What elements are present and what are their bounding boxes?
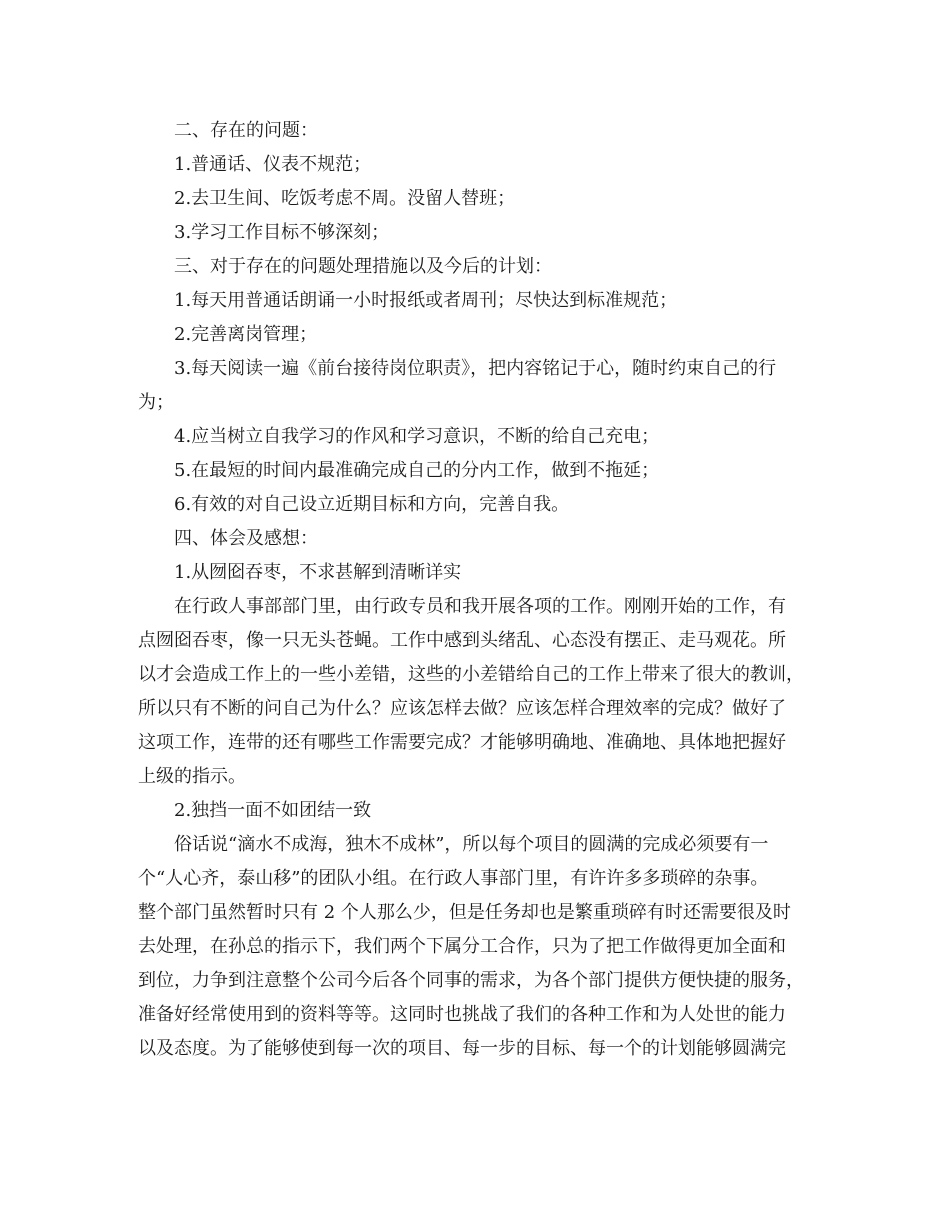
section-3-item-4: 4.应当树立自我学习的作风和学习意识，不断的给自己充电； bbox=[174, 426, 660, 447]
paragraph-line: 去处理，在孙总的指示下，我们两个下属分工合作，只为了把工作做得更加全面和 bbox=[138, 936, 786, 957]
subsection-2-title: 2.独挡一面不如团结一致 bbox=[174, 800, 372, 821]
section-2-item-3: 3.学习工作目标不够深刻； bbox=[174, 222, 390, 243]
paragraph-line: 个“人心齐，泰山移”的团队小组。在行政人事部门里，有许许多多琐碎的杂事。 bbox=[138, 868, 769, 889]
section-2-item-1: 1.普通话、仪表不规范； bbox=[174, 154, 372, 175]
paragraph-line: 准备好经常使用到的资料等等。这同时也挑战了我们的各种工作和为人处世的能力 bbox=[138, 1004, 786, 1025]
document-page bbox=[138, 114, 818, 1066]
section-3-heading: 三、对于存在的问题处理措施以及今后的计划： bbox=[174, 256, 552, 277]
paragraph-line: 在行政人事部部门里，由行政专员和我开展各项的工作。刚刚开始的工作，有 bbox=[174, 596, 786, 617]
section-3-item-2: 2.完善离岗管理； bbox=[174, 324, 318, 345]
paragraph-line: 整个部门虽然暂时只有 2 个人那么少，但是任务却也是繁重琐碎有时还需要很及时 bbox=[138, 902, 791, 923]
paragraph-line: 点囫囵吞枣，像一只无头苍蝇。工作中感到头绪乱、心态没有摆正、走马观花。所 bbox=[138, 630, 786, 651]
section-2-item-2: 2.去卫生间、吃饭考虑不周。没留人替班； bbox=[174, 188, 516, 209]
section-3-item-3-continued: 为； bbox=[138, 392, 174, 413]
paragraph-line: 以才会造成工作上的一些小差错，这些的小差错给自己的工作上带来了很大的教训， bbox=[138, 664, 804, 685]
paragraph-line: 上级的指示。 bbox=[138, 766, 246, 787]
paragraph-line: 俗话说“滴水不成海，独木不成林”，所以每个项目的圆满的完成必须要有一 bbox=[174, 834, 769, 855]
section-4-heading: 四、体会及感想： bbox=[174, 528, 318, 549]
paragraph-line: 所以只有不断的问自己为什么？应该怎样去做？应该怎样合理效率的完成？做好了 bbox=[138, 698, 786, 719]
section-3-item-6: 6.有效的对自己设立近期目标和方向，完善自我。 bbox=[174, 494, 570, 515]
paragraph-line: 以及态度。为了能够使到每一次的项目、每一步的目标、每一个的计划能够圆满完 bbox=[138, 1038, 786, 1059]
paragraph-line: 到位，力争到注意整个公司今后各个同事的需求，为各个部门提供方便快捷的服务， bbox=[138, 970, 804, 991]
subsection-1-title: 1.从囫囵吞枣，不求甚解到清晰详实 bbox=[174, 562, 462, 583]
section-3-item-1: 1.每天用普通话朗诵一小时报纸或者周刊；尽快达到标准规范； bbox=[174, 290, 678, 311]
paragraph-line: 这项工作，连带的还有哪些工作需要完成？才能够明确地、准确地、具体地把握好 bbox=[138, 732, 786, 753]
section-3-item-3: 3.每天阅读一遍《前台接待岗位职责》，把内容铭记于心，随时约束自己的行 bbox=[174, 358, 777, 379]
section-3-item-5: 5.在最短的时间内最准确完成自己的分内工作，做到不拖延； bbox=[174, 460, 660, 481]
section-2-heading: 二、存在的问题： bbox=[174, 120, 318, 141]
